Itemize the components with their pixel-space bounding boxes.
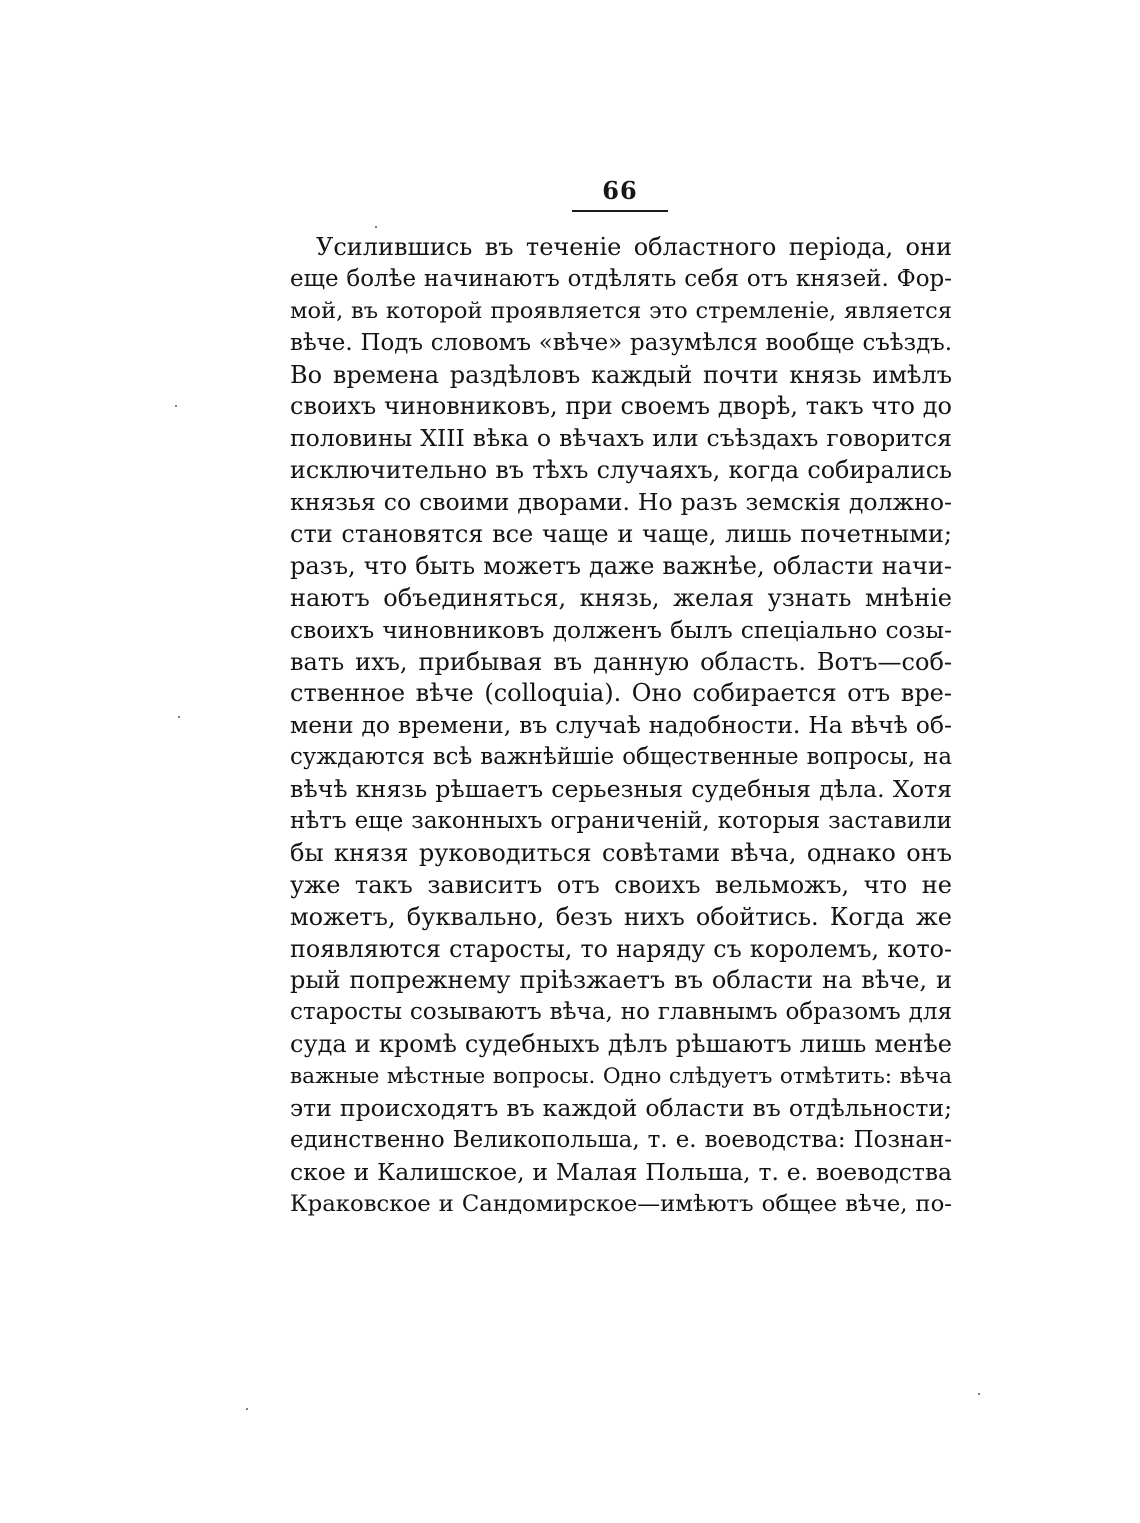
text-line: старосты созываютъ вѣча, но главнымъ образомъ для bbox=[290, 999, 952, 1026]
scan-speck bbox=[175, 405, 177, 407]
text-line: Усилившись въ теченіе областного періода, они bbox=[316, 233, 952, 261]
text-line: рый попрежнему пріѣзжаетъ въ области на вѣче, и bbox=[290, 966, 952, 995]
text-line: ственное вѣче (colloquia). Оно собирается отъ вре- bbox=[290, 679, 952, 708]
page-number-rule bbox=[572, 210, 668, 212]
body-text bbox=[290, 232, 952, 1221]
text-line: сти становятся все чаще и чаще, лишь почетными; bbox=[290, 520, 952, 549]
text-line: мой, въ которой проявляется это стремленіе, является bbox=[290, 297, 952, 324]
text-line: уже такъ зависитъ отъ своихъ вельможъ, что не bbox=[290, 870, 952, 899]
text-line: своихъ чиновниковъ долженъ былъ спеціально созы- bbox=[290, 615, 952, 644]
text-line: вѣче. Подъ словомъ «вѣче» разумѣлся вообще съѣздъ. bbox=[290, 329, 952, 356]
text-line: суда и кромѣ судебныхъ дѣлъ рѣшаютъ лишь менѣе bbox=[290, 1030, 952, 1059]
text-line: князья со своими дворами. Но разъ земскія должно- bbox=[290, 488, 952, 517]
text-line: ское и Калишское, и Малая Польша, т. е. воеводства bbox=[290, 1157, 952, 1186]
text-line: исключительно въ тѣхъ случаяхъ, когда собирались bbox=[290, 456, 952, 485]
scan-speck bbox=[978, 1393, 980, 1395]
text-line: разъ, что быть можетъ даже важнѣе, области начи- bbox=[290, 551, 952, 580]
text-line: своихъ чиновниковъ, при своемъ дворѣ, такъ что до bbox=[290, 392, 952, 421]
text-line: Во времена раздѣловъ каждый почти князь имѣлъ bbox=[290, 360, 952, 389]
text-line: суждаются всѣ важнѣйшіе общественные вопросы, на bbox=[290, 744, 952, 771]
scan-speck bbox=[178, 716, 180, 718]
text-line: нѣтъ еще законныхъ ограниченій, которыя заставили bbox=[290, 808, 952, 835]
text-line: Краковское и Сандомирское—имѣютъ общее вѣче, по- bbox=[290, 1190, 952, 1217]
text-line: мени до времени, въ случаѣ надобности. На вѣчѣ об- bbox=[290, 711, 952, 740]
scan-speck bbox=[246, 1408, 248, 1410]
page-number: 66 bbox=[602, 176, 638, 205]
scan-speck bbox=[375, 226, 377, 228]
text-line: еще болѣе начинаютъ отдѣлять себя отъ князей. Фор- bbox=[290, 265, 952, 292]
text-line: вѣчѣ князь рѣшаетъ серьезныя судебныя дѣла. Хотя bbox=[290, 775, 952, 804]
text-line: можетъ, буквально, безъ нихъ обойтись. Когда же bbox=[290, 902, 952, 931]
text-line: наютъ объединяться, князь, желая узнать мнѣніе bbox=[290, 583, 952, 612]
text-line: единственно Великопольша, т. е. воеводства: Познан- bbox=[290, 1126, 952, 1153]
text-line: появляются старосты, то наряду съ королемъ, кото- bbox=[290, 934, 952, 963]
text-line: эти происходятъ въ каждой области въ отдѣльности; bbox=[290, 1094, 952, 1123]
text-line: важные мѣстные вопросы. Одно слѣдуетъ отмѣтить: вѣча bbox=[290, 1064, 952, 1090]
text-line: половины XIII вѣка о вѣчахъ или съѣздахъ говорится bbox=[290, 424, 952, 453]
text-line: вать ихъ, прибывая въ данную область. Вотъ—соб- bbox=[290, 647, 952, 676]
text-line: бы князя руководиться совѣтами вѣча, однако онъ bbox=[290, 838, 952, 867]
